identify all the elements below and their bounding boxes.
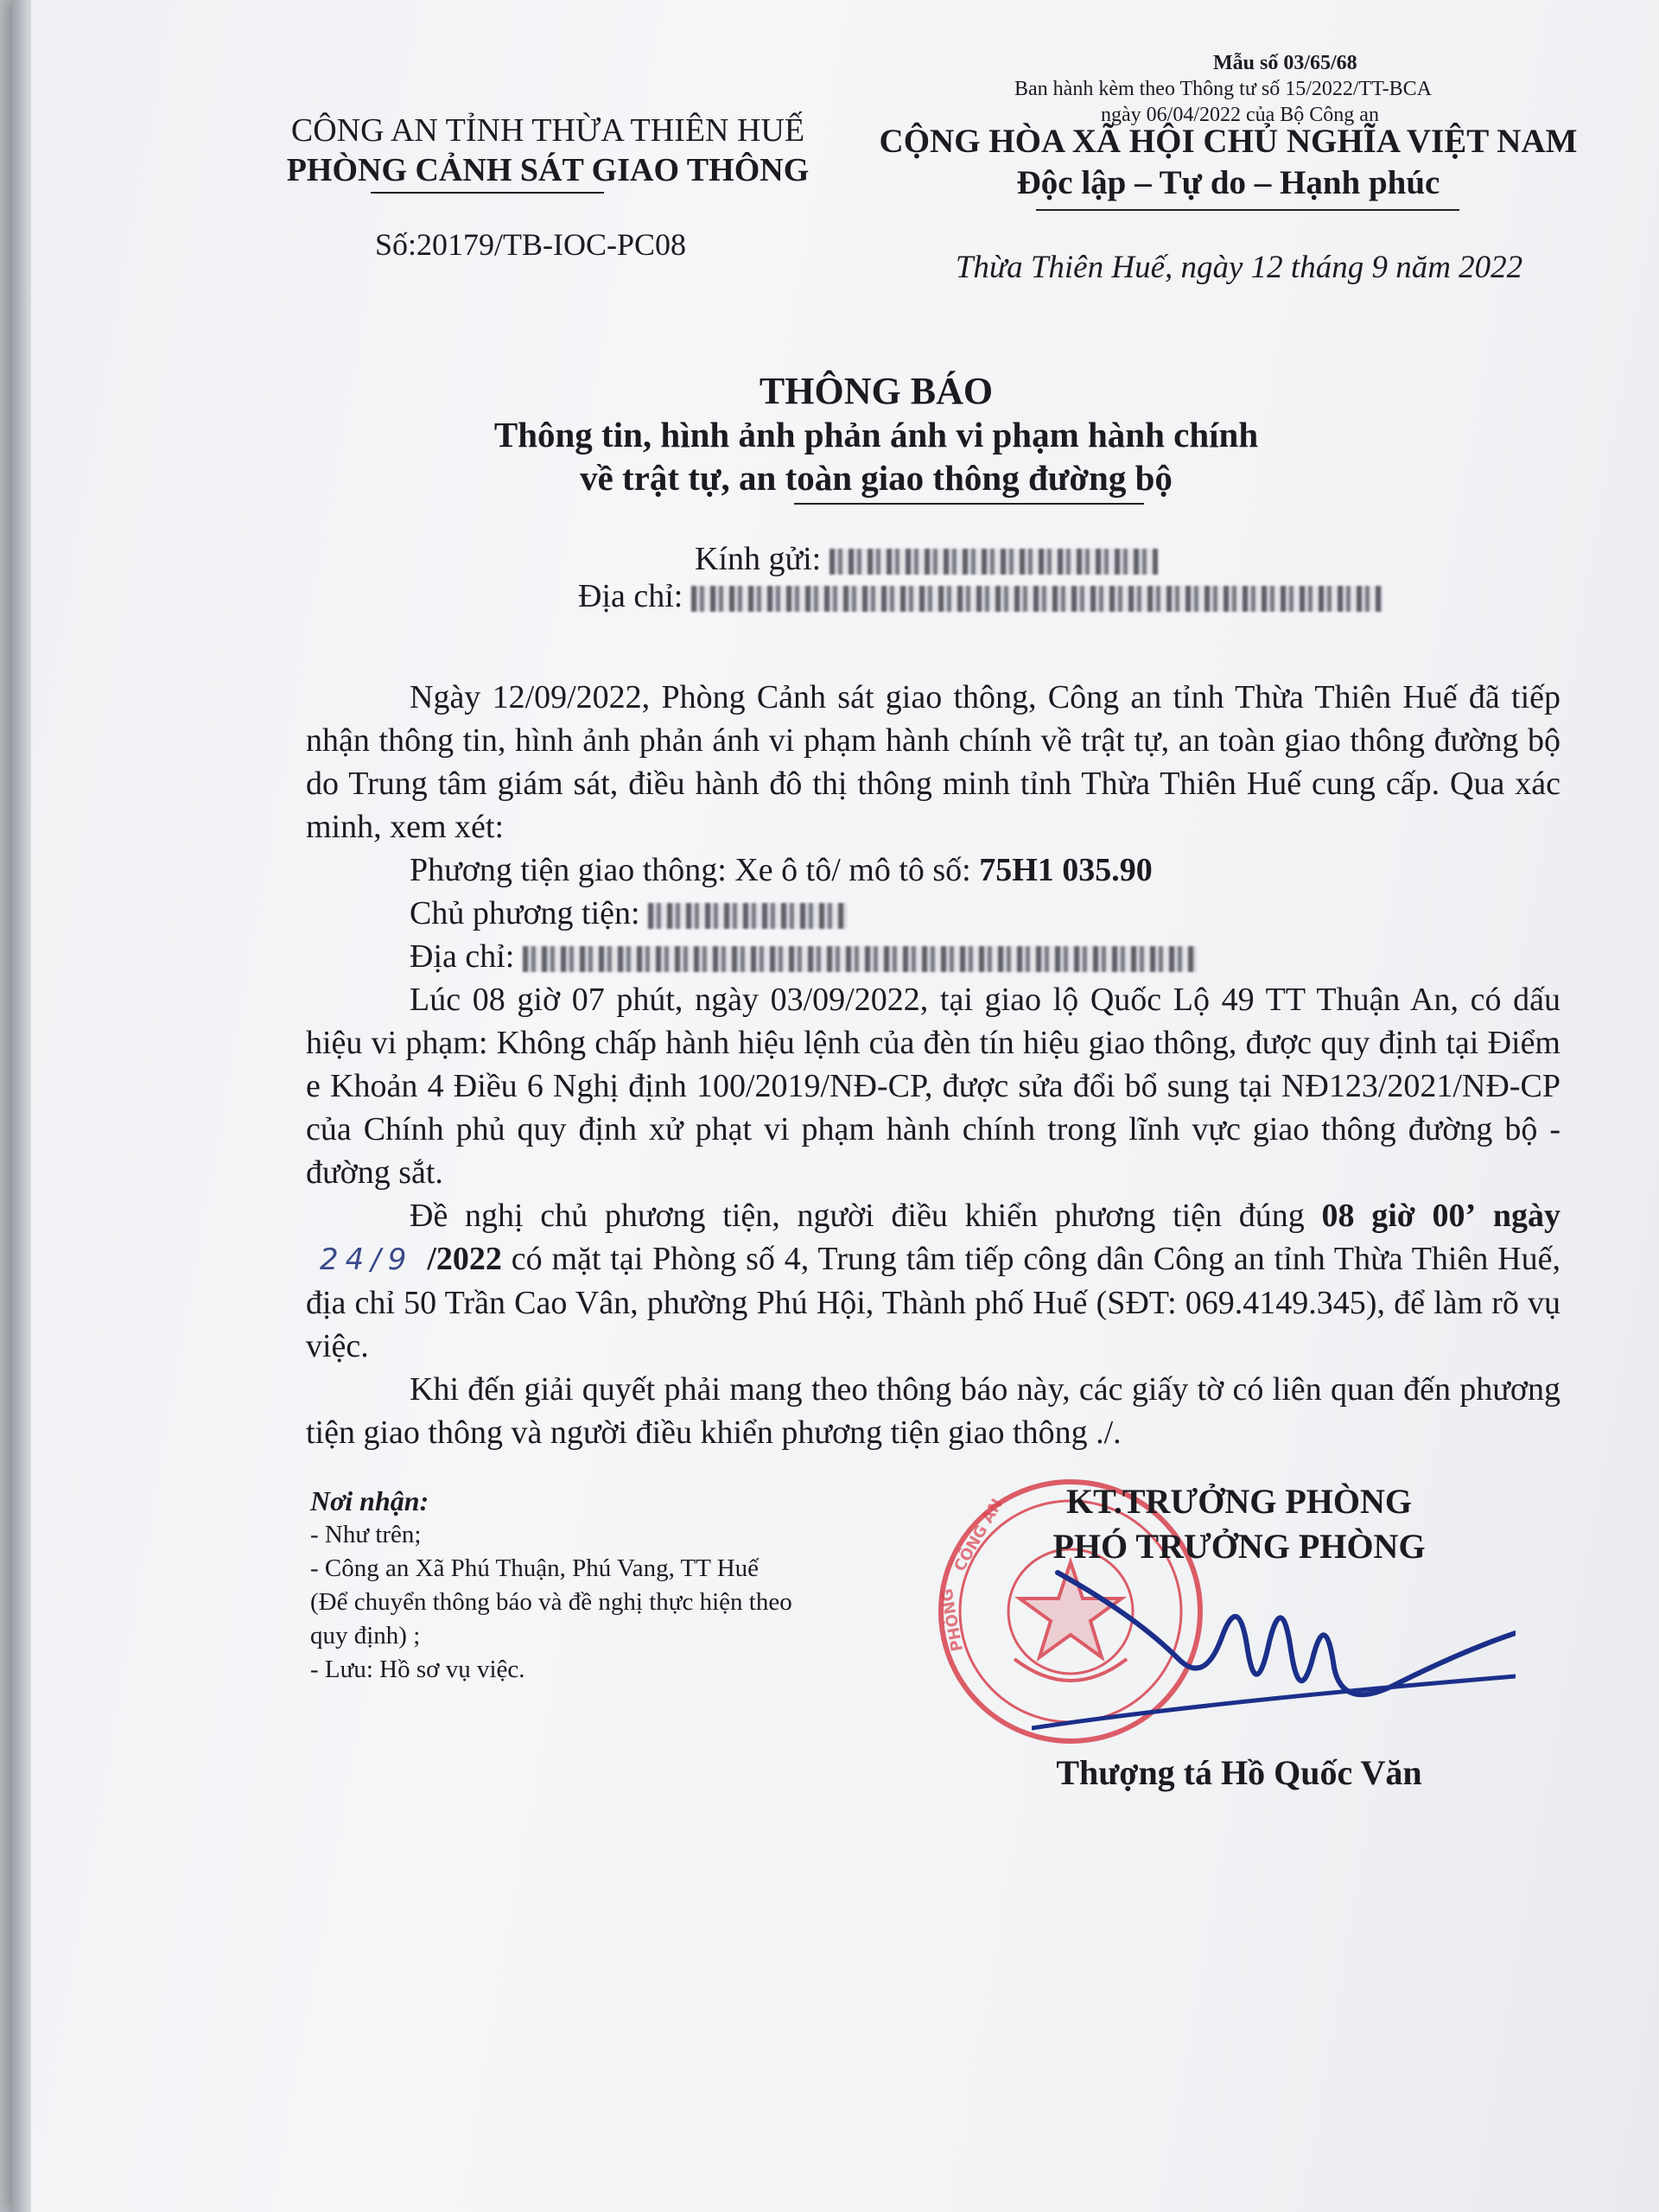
title-main: THÔNG BÁO — [759, 370, 994, 412]
signer-line-2: PHÓ TRƯỞNG PHÒNG — [1052, 1527, 1426, 1566]
svg-text:CÔNG AN: CÔNG AN — [950, 1495, 1007, 1575]
vehicle-line — [306, 849, 1560, 892]
signer-name: Thượng tá Hồ Quốc Văn — [1056, 1753, 1422, 1792]
address-label: Địa chỉ: — [578, 578, 683, 614]
issuing-agency — [254, 111, 842, 190]
national-heading — [863, 121, 1593, 204]
form-reference — [1014, 50, 1585, 128]
signer-line-1: KT.TRƯỞNG PHÒNG — [1066, 1482, 1412, 1521]
paragraph-1: Ngày 12/09/2022, Phòng Cảnh sát giao thông, Công an tỉnh Thừa Thiên Huế đã tiếp nhận thông tin, hình ảnh phản ánh vi phạm hành chính về trật tự, an toàn giao thông đường bộ do Trung tâm giám sát, điều hành đô thị thông minh tỉnh Thừa Thiên Huế cung cấp. Qua xác minh, xem xét: — [306, 679, 1560, 845]
owner-address-line — [306, 935, 1560, 978]
redacted-owner — [648, 903, 847, 929]
appointment-time: 08 giờ 00’ — [1321, 1198, 1477, 1234]
form-number: Mẫu số 03/65/68 — [1213, 52, 1357, 74]
owner-line — [306, 892, 1560, 935]
appointment-day-label: ngày — [1492, 1198, 1561, 1234]
title-underline — [794, 503, 1144, 505]
p3-text-a: Đề nghị chủ phương tiện, người điều khiển phương tiện đúng — [410, 1198, 1305, 1234]
handwritten-signature — [1032, 1555, 1516, 1745]
handwritten-date: 24/9 — [320, 1243, 414, 1277]
recipient-line — [695, 540, 1158, 578]
vehicle-plate: 75H1 035.90 — [979, 852, 1153, 888]
document-page — [12, 0, 1659, 2212]
to-label: Kính gửi: — [695, 541, 822, 577]
owner-label: Chủ phương tiện: — [410, 895, 640, 931]
recipient-item: (Để chuyển thông báo và đề nghị thực hiện theo — [310, 1588, 792, 1616]
redacted-owner-address — [523, 946, 1197, 972]
recipient-item: - Công an Xã Phú Thuận, Phú Vang, TT Huế — [310, 1554, 760, 1582]
appointment-year: /2022 — [427, 1241, 502, 1277]
notice-title — [444, 370, 1308, 499]
nation-name: CỘNG HÒA XÃ HỘI CHỦ NGHĨA VIỆT NAM — [879, 123, 1578, 160]
redacted-address — [691, 586, 1382, 612]
document-number: Số:20179/TB-IOC-PC08 — [374, 227, 687, 262]
p3-text-b: có mặt tại Phòng số 4, Trung tâm tiếp công dân Công an tỉnh Thừa Thiên Huế, địa chỉ 50 Trần Cao Vân, phường Phú Hội, Thành phố Huế (SĐT: 069.4149.345), để làm rõ vụ việc. — [306, 1241, 1560, 1364]
redacted-name — [830, 549, 1158, 575]
form-line-2: ngày 06/04/2022 của Bộ Công an — [1101, 104, 1379, 126]
notice-body — [306, 676, 1560, 1454]
title-sub-2: về trật tự, an toàn giao thông đường bộ — [580, 458, 1173, 498]
recipient-item: quy định) ; — [310, 1622, 421, 1649]
agency-name: CÔNG AN TỈNH THỪA THIÊN HUẾ — [290, 112, 805, 149]
svg-text:PHÒNG: PHÒNG — [938, 1586, 967, 1653]
title-sub-1: Thông tin, hình ảnh phản ánh vi phạm hành chính — [493, 415, 1259, 454]
owner-address-label: Địa chỉ: — [410, 938, 515, 975]
paragraph-4: Khi đến giải quyết phải mang theo thông báo này, các giấy tờ có liên quan đến phương tiện giao thông và người điều khiển phương tiện giao thông ./. — [306, 1371, 1560, 1451]
form-line-1: Ban hành kèm theo Thông tư số 15/2022/TT-BCA — [1014, 78, 1432, 100]
paragraph-3 — [306, 1194, 1560, 1368]
recipients-block — [310, 1484, 915, 1687]
motto-underline — [1036, 209, 1459, 211]
department-name: PHÒNG CẢNH SÁT GIAO THÔNG — [286, 152, 810, 188]
page-edge-shadow — [12, 0, 31, 2212]
recipients-heading: Nơi nhận: — [310, 1485, 429, 1516]
issue-date: Thừa Thiên Huế, ngày 12 tháng 9 năm 2022 — [955, 250, 1523, 285]
vehicle-label: Phương tiện giao thông: Xe ô tô/ mô tô số: — [410, 852, 971, 888]
recipient-item: - Lưu: Hồ sơ vụ việc. — [310, 1656, 525, 1683]
national-motto: Độc lập – Tự do – Hạnh phúc — [1016, 164, 1440, 201]
recipient-address-line — [578, 577, 1382, 615]
recipient-item: - Như trên; — [310, 1521, 422, 1548]
department-underline — [371, 192, 604, 194]
paragraph-2: Lúc 08 giờ 07 phút, ngày 03/09/2022, tại giao lộ Quốc Lộ 49 TT Thuận An, có dấu hiệu vi phạm: Không chấp hành hiệu lệnh của đèn tín hiệu giao thông, được quy định tại Điểm e Khoản 4 Điều 6 Nghị định 100/2019/NĐ-CP, được sửa đổi bổ sung tại NĐ123/2021/NĐ-CP của Chính phủ quy định xử phạt vi phạm hành chính trong lĩnh vực giao thông đường bộ - đường sắt. — [306, 982, 1560, 1191]
